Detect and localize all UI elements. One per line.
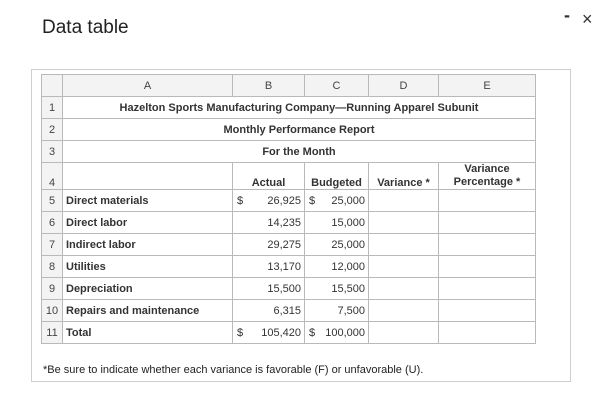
variance-cell: [369, 212, 439, 234]
header-budgeted: Budgeted: [305, 163, 369, 190]
actual-value: 6,315: [233, 300, 305, 322]
spreadsheet-table: [41, 74, 536, 344]
column-header-a: A: [63, 75, 233, 97]
variance-percentage-cell: [439, 278, 536, 300]
column-header-e: E: [439, 75, 536, 97]
table-row: [42, 97, 536, 119]
column-header-d: D: [369, 75, 439, 97]
row-number: 6: [42, 212, 63, 234]
variance-percentage-cell: [439, 190, 536, 212]
row-number: 8: [42, 256, 63, 278]
row-label: Direct labor: [63, 212, 233, 234]
variance-cell: [369, 256, 439, 278]
variance-percentage-cell: [439, 256, 536, 278]
row-number: 10: [42, 300, 63, 322]
variance-percentage-cell: [439, 212, 536, 234]
table-row: [42, 212, 536, 234]
corner-cell: [42, 75, 63, 97]
company-title: Hazelton Sports Manufacturing Company—Running Apparel Subunit: [63, 97, 536, 119]
row-label: Direct materials: [63, 190, 233, 212]
table-row: [42, 278, 536, 300]
footnote: *Be sure to indicate whether each variance is favorable (F) or unfavorable (U).: [43, 364, 424, 376]
table-row: [42, 141, 536, 163]
column-header-row: [42, 75, 536, 97]
table-row: [42, 190, 536, 212]
report-title: Monthly Performance Report: [63, 119, 536, 141]
column-header-b: B: [233, 75, 305, 97]
data-table-panel: [31, 69, 571, 382]
variance-percentage-cell: [439, 234, 536, 256]
variance-cell: [369, 322, 439, 344]
row-label: Depreciation: [63, 278, 233, 300]
variance-percentage-cell: [439, 300, 536, 322]
table-row: [42, 300, 536, 322]
variance-cell: [369, 190, 439, 212]
budgeted-value: 7,500: [305, 300, 369, 322]
budgeted-value: 15,000: [305, 212, 369, 234]
close-button[interactable]: ×: [582, 9, 593, 29]
row-label: Indirect labor: [63, 234, 233, 256]
row-label: Utilities: [63, 256, 233, 278]
row-label: Repairs and maintenance: [63, 300, 233, 322]
row-number: 7: [42, 234, 63, 256]
report-period: For the Month: [63, 141, 536, 163]
minimize-button[interactable]: -: [564, 5, 570, 25]
variance-percentage-cell: [439, 322, 536, 344]
header-variance: Variance *: [369, 163, 439, 190]
table-row: [42, 163, 536, 190]
table-row: [42, 256, 536, 278]
total-actual: [233, 322, 305, 344]
budgeted-amount: 25,000: [331, 194, 365, 207]
row-number: 11: [42, 322, 63, 344]
currency-symbol: $: [237, 326, 244, 339]
total-budgeted: [305, 322, 369, 344]
empty-cell: [63, 163, 233, 190]
currency-symbol: $: [237, 194, 244, 207]
total-label: Total: [63, 322, 233, 344]
variance-cell: [369, 300, 439, 322]
column-header-c: C: [305, 75, 369, 97]
actual-amount: 26,925: [267, 194, 301, 207]
header-actual: Actual: [233, 163, 305, 190]
row-number: 5: [42, 190, 63, 212]
actual-value: 13,170: [233, 256, 305, 278]
budgeted-value: 15,500: [305, 278, 369, 300]
variance-cell: [369, 234, 439, 256]
budgeted-value: [305, 190, 369, 212]
budgeted-value: 12,000: [305, 256, 369, 278]
actual-value: 15,500: [233, 278, 305, 300]
currency-symbol: $: [309, 194, 316, 207]
actual-value: [233, 190, 305, 212]
row-number: 2: [42, 119, 63, 141]
table-row: [42, 119, 536, 141]
dialog-title: Data table: [42, 17, 129, 38]
variance-cell: [369, 278, 439, 300]
total-budgeted-amount: 100,000: [325, 326, 365, 339]
budgeted-value: 25,000: [305, 234, 369, 256]
actual-value: 29,275: [233, 234, 305, 256]
header-variance-percentage: Variance Percentage *: [439, 163, 536, 190]
row-number: 3: [42, 141, 63, 163]
row-number: 1: [42, 97, 63, 119]
row-number: 9: [42, 278, 63, 300]
table-row: [42, 234, 536, 256]
total-actual-amount: 105,420: [261, 326, 301, 339]
table-row: [42, 322, 536, 344]
row-number: 4: [42, 163, 63, 190]
currency-symbol: $: [309, 326, 316, 339]
actual-value: 14,235: [233, 212, 305, 234]
